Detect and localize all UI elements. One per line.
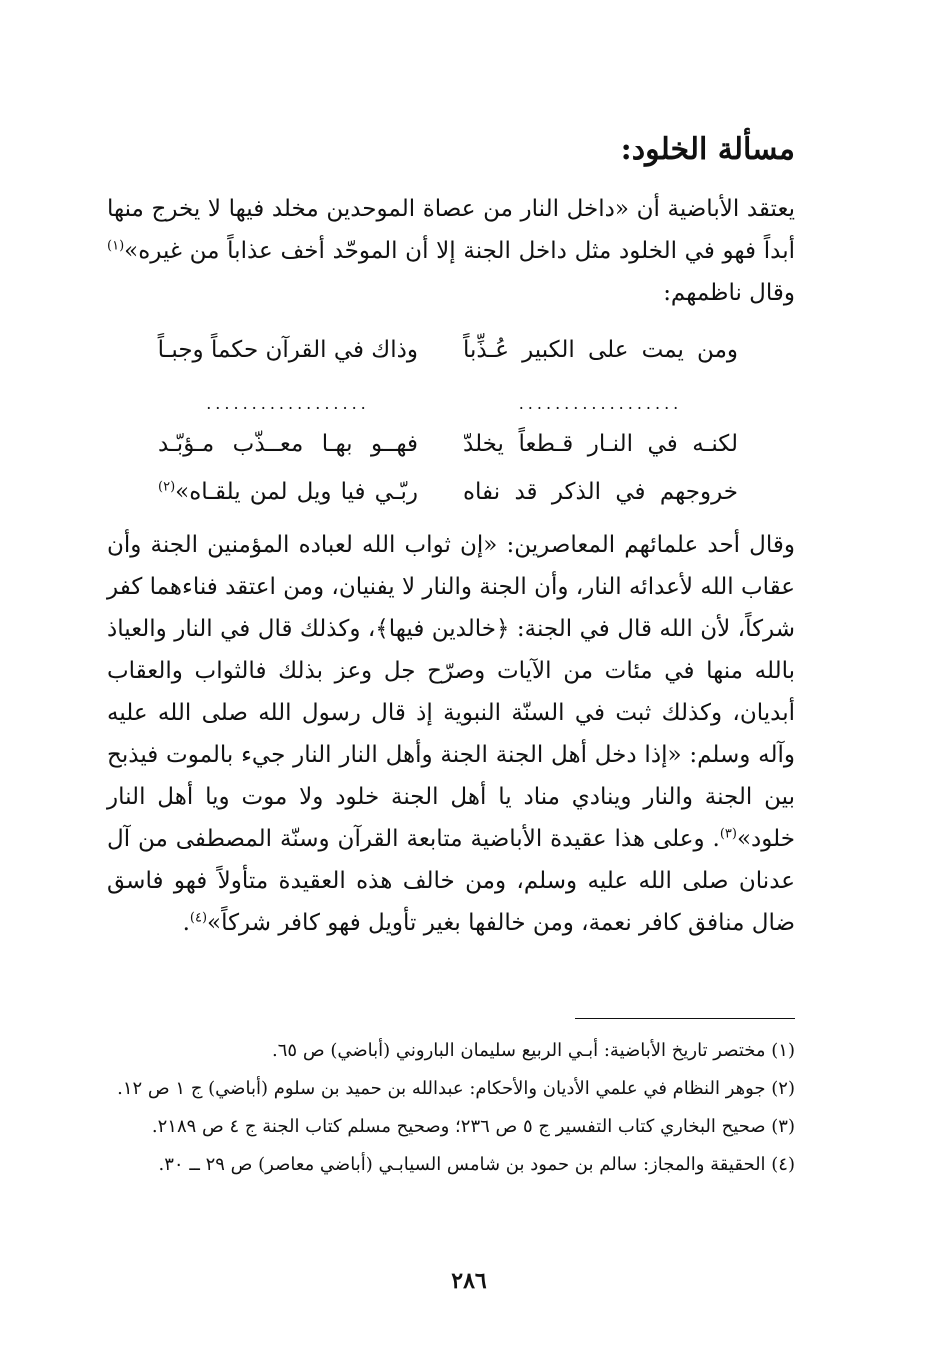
intro-text: يعتقد الأباضية أن «داخل النار من عصاة الموحدين مخلد فيها لا يخرج منها أبداً فهو في الخلود مثل داخل الجنة إلا أن الموحّد أخف عذاباً من غيره»: [107, 196, 795, 264]
poem-line-2: [158, 422, 738, 466]
poem-line-2-first-hemistich: لكنـه في النـار قـطعاً يخلدّ: [463, 431, 738, 457]
main-paragraph: [107, 524, 795, 944]
intro-tail: وقال ناظمهم:: [663, 280, 795, 306]
poem-line-3: [158, 470, 738, 514]
footnote-ref-1[interactable]: (١): [107, 238, 125, 254]
poem-line-2-second-hemistich: فهــو بهـا معــذّب مـؤبّـد: [158, 431, 418, 457]
poem-line-3-first-hemistich: خروجهم في الذكر قد نفاه: [463, 479, 738, 505]
poem-line-1-first-hemistich: ومن يمت على الكبير عُـذِّباً: [463, 337, 738, 363]
poem-line-1-second-hemistich: وذاك في القرآن حكماً وجبـاً: [157, 337, 418, 363]
footnote-4: (٤) الحقيقة والمجاز: سالم بن حمود بن شامس السيابـي (أباضي معاصر) ص ٢٩ ــ ٣٠.: [158, 1154, 795, 1175]
poem-line-3-second-text: ربّـي فيا ويل لمن يلقـاه»: [175, 479, 418, 505]
poem-dots-second: ..................: [206, 394, 370, 413]
footnote-ref-3[interactable]: (٣): [719, 826, 737, 842]
poem-line-3-second-hemistich: [158, 470, 418, 514]
poem-dots-first: ..................: [518, 394, 683, 413]
footnote-3: (٣) صحيح البخاري كتاب التفسير ج ٥ ص ٢٣٦؛ وصحيح مسلم كتاب الجنة ج ٤ ص ٢١٨٩.: [151, 1116, 795, 1137]
section-heading: مسألة الخلود:: [620, 132, 795, 167]
footnote-2: (٢) جوهر النظام في علمي الأديان والأحكام: عبدالله بن حميد بن سلوم (أباضي) ج ١ ص ١٢.: [117, 1078, 795, 1099]
footnote-ref-4[interactable]: (٤): [189, 910, 208, 926]
footnote-ref-2[interactable]: (٢): [158, 479, 176, 495]
footnote-1: (١) مختصر تاريخ الأباضية: أبـي الربيع سليمان الباروني (أباضي) ص ٦٥.: [272, 1040, 795, 1061]
footnotes-list: [107, 1032, 795, 1184]
main-paragraph-part-2: . وعلى هذا عقيدة الأباضية متابعة القرآن وسنّة المصطفى من آل عدنان صلى الله عليه وسلم، ومن خالف هذه العقيدة متأولاً فهو فاسق ضال منافق كافر نعمة، ومن خالفها بغير تأويل فهو كافر شركاً»: [107, 826, 795, 936]
footnote-divider: [575, 1018, 795, 1019]
main-paragraph-part-1: وقال أحد علمائهم المعاصرين: «إن ثواب الله لعباده المؤمنين الجنة وأن عقاب الله لأعدائه النار، وأن الجنة والنار لا يفنيان، ومن اعتقد فناءهما كفر شركاً، لأن الله قال في الجنة: ﴿خالدين فيها﴾، وكذلك قال في النار والعياذ بالله منها في مئات من الآيات وصرّح جل وعز بذلك فالثواب والعقاب أبديان، وكذلك ثبت في السنّة النبوية إذ قال رسول الله صلى الله عليه وآله وسلم: «إذا دخل أهل الجنة الجنة وأهل النار النار جيء بالموت فيذبح بين الجنة والنار وينادي مناد يا أهل الجنة خلود ولا موت ويا أهل النار خلود»: [107, 532, 795, 852]
page-number: ٢٨٦: [451, 1268, 487, 1294]
intro-paragraph: [107, 188, 795, 314]
poem-line-1: [158, 328, 738, 372]
main-paragraph-part-3: .: [182, 910, 190, 936]
poem-omission-dots: [158, 382, 738, 426]
